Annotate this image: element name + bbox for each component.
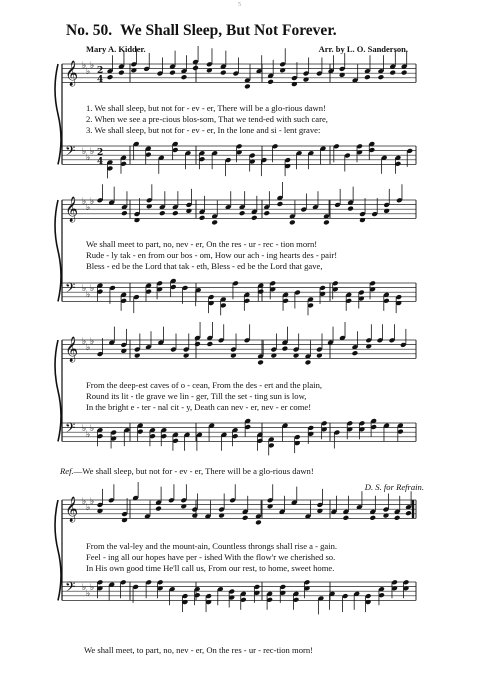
notehead (364, 74, 371, 80)
notehead (293, 353, 300, 359)
hymn-title: We Shall Sleep, But Not Forever. (120, 22, 337, 39)
lyric-line: Round its lit - tle grave we lin - ger, Till the set - ting sun is low, (86, 391, 307, 402)
lyrics-system-4 (86, 541, 337, 575)
notehead (121, 210, 128, 216)
lyric-line: Bless - ed be the Lord that tak - eth, Bless - ed be the Lord that gave, (86, 261, 323, 272)
notehead (199, 215, 206, 221)
brace (55, 200, 61, 301)
notehead (244, 83, 251, 89)
notehead (107, 74, 114, 80)
treble-clef: 𝄞 (65, 337, 79, 362)
notehead (270, 353, 277, 359)
notehead (191, 513, 198, 519)
time-signature-bottom: 4 (97, 157, 104, 167)
notehead (211, 219, 218, 225)
bass-clef: 𝄢 (65, 579, 76, 598)
time-signature-top: 2 (97, 148, 104, 158)
flat-sign: ♭ (82, 61, 87, 71)
flat-sign: ♭ (82, 583, 87, 593)
notehead (282, 346, 289, 352)
notehead (230, 353, 237, 359)
notehead (279, 67, 286, 73)
flat-sign: ♭ (86, 67, 91, 77)
notehead (383, 208, 390, 214)
flat-sign: ♭ (82, 197, 87, 207)
lyric-line: 1. We shall sleep, but not for - ev - er, There will be a glo-rious dawn! (86, 103, 326, 113)
flat-sign: ♭ (82, 337, 87, 347)
notehead (303, 77, 310, 83)
flat-sign: ♭ (86, 589, 91, 599)
brace (55, 340, 61, 441)
notehead (239, 210, 246, 216)
flat-sign: ♭ (90, 424, 95, 434)
notehead (181, 74, 188, 80)
lyric-line: From the deep-est caves of o - cean, From the des - ert and the plain, (86, 380, 323, 390)
lyric-line: In His own good time He'll call us, From our rest, to home, sweet home. (86, 563, 335, 574)
treble-clef: 𝄞 (65, 61, 79, 86)
notehead (305, 359, 312, 365)
notehead (383, 513, 390, 519)
notehead (394, 515, 401, 521)
flat-sign: ♭ (90, 61, 95, 71)
notehead (97, 508, 104, 514)
notehead (155, 506, 162, 512)
notehead (121, 517, 128, 523)
refrain-label: Ref. (60, 466, 74, 476)
notehead (369, 515, 376, 521)
notehead (159, 210, 166, 216)
notehead (378, 74, 385, 80)
lyric-line: Rude - ly tak - en from our bos - om, How our ach - ing hearts des - pair! (86, 250, 338, 261)
lyrics-system-2 (86, 239, 337, 273)
notehead (343, 515, 350, 521)
refrain-text: —We shall sleep, but not for - ev - er, There will be a glo-rious dawn! (73, 466, 314, 476)
brace (55, 500, 61, 600)
lyric-line: We shall meet to part, no, nev - er, On the res - ur - rec - tion morn! (86, 239, 318, 249)
lyrics-system-3 (86, 380, 322, 414)
arranger-credit: Arr. by L. O. Sanderson. (318, 44, 408, 54)
notehead (146, 203, 153, 209)
notehead (218, 513, 225, 519)
bass-clef: 𝄢 (65, 280, 76, 299)
flat-sign: ♭ (90, 147, 95, 157)
flat-sign: ♭ (82, 497, 87, 507)
notehead (194, 341, 201, 347)
notehead (291, 81, 298, 87)
notehead (323, 219, 330, 225)
time-signature-bottom: 4 (97, 75, 104, 85)
notehead (289, 219, 296, 225)
notehead (220, 70, 227, 76)
notehead (255, 519, 262, 525)
notehead (316, 353, 323, 359)
notehead (352, 350, 359, 356)
notehead (339, 72, 346, 78)
flat-sign: ♭ (90, 337, 95, 347)
lyric-line: In the bright e - ter - nal cit - y, Death can nev - er, nev - er come! (86, 402, 312, 413)
flat-sign: ♭ (82, 284, 87, 294)
flat-sign: ♭ (86, 503, 91, 513)
notehead (206, 341, 213, 347)
bass-clef: 𝄢 (65, 420, 76, 439)
notehead (251, 215, 258, 221)
notehead (242, 515, 249, 521)
bass-clef: 𝄢 (65, 143, 76, 162)
treble-clef: 𝄞 (65, 197, 79, 222)
lyrics-system-1 (86, 103, 328, 137)
treble-clef: 𝄞 (65, 497, 79, 522)
notehead (347, 206, 354, 212)
notehead (317, 508, 324, 514)
ds-instruction: D. S. for Refrain. (364, 482, 424, 492)
notehead (134, 217, 141, 223)
notehead (267, 79, 274, 85)
lyric-line: 3. We shall sleep, but not for - ev - er, In the lone and si - lent grave: (86, 125, 321, 136)
notehead (389, 70, 396, 76)
brace (55, 64, 61, 164)
notehead (267, 503, 274, 509)
notehead (192, 65, 199, 71)
flat-sign: ♭ (86, 290, 91, 300)
page-mark: 5 (238, 2, 241, 8)
flat-sign: ♭ (86, 203, 91, 213)
notehead (186, 208, 193, 214)
notehead (405, 510, 412, 516)
notehead (359, 217, 366, 223)
flat-sign: ♭ (86, 430, 91, 440)
notehead (180, 503, 187, 509)
notehead (365, 343, 372, 349)
notehead (134, 353, 141, 359)
notehead (169, 70, 176, 76)
notehead (401, 70, 408, 76)
hymn-number: No. 50. (66, 22, 113, 39)
author-credit: Mary A. Kidder. (86, 44, 146, 54)
notehead (277, 201, 284, 207)
lyric-line: Feel - ing all our hopes have per - ished With the flow'r we cherished so. (86, 552, 336, 563)
time-signature-top: 2 (97, 66, 104, 76)
flat-sign: ♭ (90, 197, 95, 207)
flat-sign: ♭ (86, 153, 91, 163)
notehead (120, 348, 127, 354)
flat-sign: ♭ (90, 497, 95, 507)
notehead (172, 210, 179, 216)
notehead (206, 67, 213, 73)
refrain-line (60, 466, 314, 476)
notehead (118, 70, 125, 76)
notehead (257, 359, 264, 365)
notehead (263, 210, 270, 216)
lyric-line: 2. When we see a pre-cious blos-som, That we tend-ed with such care, (86, 114, 328, 125)
final-lyric-line: We shall meet, to part, no, nev - er, On the res - ur - rec-tion morn! (84, 645, 314, 655)
flat-sign: ♭ (82, 147, 87, 157)
lyric-line: From the val-ley and the mount-ain, Countless throngs shall rise a - gain. (86, 541, 338, 551)
flat-sign: ♭ (86, 343, 91, 353)
flat-sign: ♭ (82, 424, 87, 434)
notehead (183, 353, 190, 359)
flat-sign: ♭ (90, 583, 95, 593)
flat-sign: ♭ (90, 284, 95, 294)
notehead (131, 67, 138, 73)
